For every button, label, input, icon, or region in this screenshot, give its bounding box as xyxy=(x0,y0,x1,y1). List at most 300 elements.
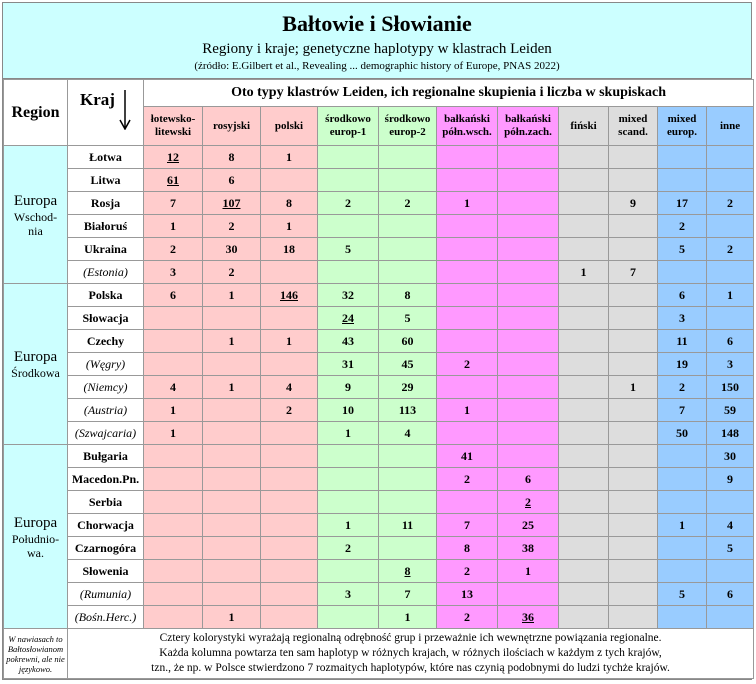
value-cell xyxy=(707,215,754,238)
value-cell: 146 xyxy=(261,284,318,307)
value-cell xyxy=(144,560,203,583)
page-title: Bałtowie i Słowianie xyxy=(282,11,472,36)
value-cell xyxy=(658,169,707,192)
value-cell: 4 xyxy=(379,422,437,445)
value-cell xyxy=(609,169,658,192)
value-cell xyxy=(658,537,707,560)
page-subtitle: Regiony i kraje; genetyczne haplotypy w klastrach Leiden xyxy=(202,41,552,57)
value-cell: 148 xyxy=(707,422,754,445)
value-cell xyxy=(498,422,559,445)
column-header-line2: europ-2 xyxy=(389,126,426,138)
value-cell xyxy=(559,606,609,629)
value-cell xyxy=(559,583,609,606)
value-cell: 1 xyxy=(379,606,437,629)
table-row xyxy=(4,330,754,353)
value-cell: 13 xyxy=(437,583,498,606)
value-cell xyxy=(498,192,559,215)
value-cell: 1 xyxy=(203,330,261,353)
value-cell: 2 xyxy=(379,192,437,215)
value-cell xyxy=(658,146,707,169)
value-cell xyxy=(609,537,658,560)
value-cell xyxy=(144,491,203,514)
value-cell: 2 xyxy=(437,353,498,376)
value-cell: 6 xyxy=(707,330,754,353)
value-cell: 2 xyxy=(203,215,261,238)
value-cell: 1 xyxy=(707,284,754,307)
value-cell xyxy=(318,468,379,491)
value-cell xyxy=(609,353,658,376)
value-cell: 1 xyxy=(318,422,379,445)
value-cell: 45 xyxy=(379,353,437,376)
country-cell: Chorwacja xyxy=(68,514,144,537)
value-cell: 8 xyxy=(261,192,318,215)
value-cell: 43 xyxy=(318,330,379,353)
country-cell: Łotwa xyxy=(68,146,144,169)
value-cell: 3 xyxy=(658,307,707,330)
column-header-line2: scand. xyxy=(618,126,648,138)
value-cell: 4 xyxy=(707,514,754,537)
value-cell: 3 xyxy=(318,583,379,606)
value-cell xyxy=(498,376,559,399)
value-cell xyxy=(609,284,658,307)
column-header xyxy=(707,107,754,146)
value-cell: 61 xyxy=(144,169,203,192)
kraj-header xyxy=(68,80,144,146)
value-cell: 18 xyxy=(261,238,318,261)
value-cell xyxy=(609,422,658,445)
value-cell xyxy=(498,146,559,169)
region-subname: wa. xyxy=(27,545,44,560)
value-cell: 4 xyxy=(144,376,203,399)
value-cell: 1 xyxy=(203,284,261,307)
value-cell: 31 xyxy=(318,353,379,376)
column-header-line1: bałkański xyxy=(444,113,490,125)
value-cell xyxy=(203,468,261,491)
value-cell xyxy=(498,307,559,330)
value-cell xyxy=(609,146,658,169)
column-header xyxy=(437,107,498,146)
column-header-line1: rosyjski xyxy=(212,119,251,132)
country-cell: Bułgaria xyxy=(68,445,144,468)
table-row xyxy=(4,606,754,629)
value-cell xyxy=(609,445,658,468)
value-cell: 107 xyxy=(203,192,261,215)
value-cell: 5 xyxy=(318,238,379,261)
value-cell: 5 xyxy=(707,537,754,560)
value-cell: 1 xyxy=(609,376,658,399)
country-cell: Polska xyxy=(68,284,144,307)
value-cell xyxy=(559,560,609,583)
value-cell xyxy=(379,146,437,169)
value-cell xyxy=(261,514,318,537)
country-cell: (Austria) xyxy=(68,399,144,422)
value-cell: 1 xyxy=(658,514,707,537)
value-cell xyxy=(437,238,498,261)
value-cell xyxy=(559,146,609,169)
value-cell xyxy=(559,330,609,353)
column-header-line2: europ-1 xyxy=(329,126,367,138)
value-cell xyxy=(437,307,498,330)
value-cell xyxy=(559,353,609,376)
region-name: Europa xyxy=(13,514,58,531)
value-cell: 3 xyxy=(144,261,203,284)
value-cell xyxy=(609,560,658,583)
table-row xyxy=(4,376,754,399)
value-cell: 36 xyxy=(498,606,559,629)
value-cell xyxy=(498,169,559,192)
value-cell xyxy=(559,537,609,560)
country-cell: Czechy xyxy=(68,330,144,353)
value-cell: 2 xyxy=(203,261,261,284)
column-header-line1: łotewsko- xyxy=(150,113,196,125)
country-cell: (Niemcy) xyxy=(68,376,144,399)
value-cell xyxy=(609,606,658,629)
value-cell: 9 xyxy=(318,376,379,399)
table-row xyxy=(4,238,754,261)
table-row xyxy=(4,491,754,514)
region-subname: Wschod- xyxy=(13,209,58,224)
value-cell: 7 xyxy=(379,583,437,606)
value-cell: 30 xyxy=(707,445,754,468)
country-cell: (Bośn.Herc.) xyxy=(68,606,144,629)
value-cell: 3 xyxy=(707,353,754,376)
value-cell: 2 xyxy=(318,192,379,215)
country-cell: (Rumunia) xyxy=(68,583,144,606)
value-cell xyxy=(203,537,261,560)
header xyxy=(3,3,751,79)
column-header xyxy=(379,107,437,146)
value-cell xyxy=(203,514,261,537)
value-cell: 2 xyxy=(658,376,707,399)
country-cell: Słowenia xyxy=(68,560,144,583)
value-cell xyxy=(609,399,658,422)
value-cell: 41 xyxy=(437,445,498,468)
column-header-line1: fiński xyxy=(570,119,597,132)
value-cell xyxy=(261,606,318,629)
footnote-left: W nawiasach to Bałtosłowianom pokrewni, ale nie językowo. xyxy=(4,629,68,679)
footnote-line: Każda kolumna powtarza ten sam haplotyp w różnych krajach, w różnych ilościach w każdym z tych krajów, xyxy=(159,647,662,659)
table-row xyxy=(4,468,754,491)
region-subname: Południo- xyxy=(11,531,60,546)
region-name: Europa xyxy=(13,192,58,209)
value-cell xyxy=(559,307,609,330)
column-header-line2: półn.zach. xyxy=(504,126,552,138)
region-subname: nia xyxy=(28,223,43,238)
value-cell xyxy=(498,445,559,468)
value-cell xyxy=(379,468,437,491)
value-cell xyxy=(437,261,498,284)
value-cell: 2 xyxy=(144,238,203,261)
value-cell xyxy=(559,422,609,445)
value-cell: 2 xyxy=(437,468,498,491)
value-cell xyxy=(707,491,754,514)
value-cell: 1 xyxy=(261,146,318,169)
footnote-line: Cztery kolorystyki wyrażają regionalną odrębność grup i przeważnie ich wewnętrzne powiązania regionalne. xyxy=(159,632,662,644)
country-cell: Rosja xyxy=(68,192,144,215)
source-note: (źródło: E.Gilbert et al., Revealing ... demographic history of Europe, PNAS 2022) xyxy=(194,60,560,72)
value-cell: 2 xyxy=(318,537,379,560)
value-cell xyxy=(559,514,609,537)
value-cell xyxy=(658,560,707,583)
value-cell xyxy=(498,261,559,284)
value-cell xyxy=(379,445,437,468)
value-cell xyxy=(261,537,318,560)
value-cell xyxy=(203,353,261,376)
table-row xyxy=(4,422,754,445)
value-cell: 1 xyxy=(261,330,318,353)
value-cell: 5 xyxy=(379,307,437,330)
country-cell: Białoruś xyxy=(68,215,144,238)
table-row xyxy=(4,353,754,376)
value-cell xyxy=(144,514,203,537)
value-cell xyxy=(498,353,559,376)
table-row xyxy=(4,514,754,537)
value-cell xyxy=(498,330,559,353)
value-cell xyxy=(658,445,707,468)
value-cell xyxy=(437,215,498,238)
value-cell xyxy=(318,146,379,169)
value-cell: 2 xyxy=(707,238,754,261)
value-cell xyxy=(498,284,559,307)
value-cell xyxy=(559,169,609,192)
column-header-line2: półn.wsch. xyxy=(442,126,492,138)
column-header-line2: litewski xyxy=(154,126,192,138)
value-cell xyxy=(261,353,318,376)
value-cell xyxy=(437,330,498,353)
value-cell: 5 xyxy=(658,238,707,261)
value-cell: 8 xyxy=(379,560,437,583)
column-header-line1: inne xyxy=(719,119,741,132)
value-cell: 7 xyxy=(609,261,658,284)
value-cell: 1 xyxy=(144,399,203,422)
value-cell xyxy=(707,307,754,330)
haplotype-table xyxy=(3,79,754,679)
value-cell xyxy=(498,238,559,261)
value-cell xyxy=(707,560,754,583)
value-cell: 12 xyxy=(144,146,203,169)
value-cell xyxy=(559,215,609,238)
value-cell xyxy=(707,169,754,192)
value-cell: 2 xyxy=(261,399,318,422)
country-cell: Czarnogóra xyxy=(68,537,144,560)
value-cell xyxy=(609,215,658,238)
value-cell: 25 xyxy=(498,514,559,537)
value-cell xyxy=(261,468,318,491)
value-cell xyxy=(144,307,203,330)
country-cell: Słowacja xyxy=(68,307,144,330)
value-cell xyxy=(261,491,318,514)
value-cell xyxy=(203,560,261,583)
region-name: Europa xyxy=(13,349,58,365)
value-cell xyxy=(559,491,609,514)
value-cell: 8 xyxy=(437,537,498,560)
value-cell: 6 xyxy=(707,583,754,606)
value-cell xyxy=(609,491,658,514)
column-header xyxy=(144,107,203,146)
value-cell xyxy=(609,514,658,537)
value-cell xyxy=(379,215,437,238)
value-cell xyxy=(559,445,609,468)
table-row xyxy=(4,192,754,215)
value-cell xyxy=(559,399,609,422)
value-cell xyxy=(559,376,609,399)
value-cell xyxy=(609,583,658,606)
column-header xyxy=(261,107,318,146)
value-cell xyxy=(144,583,203,606)
value-cell: 2 xyxy=(437,606,498,629)
value-cell xyxy=(379,537,437,560)
value-cell xyxy=(318,491,379,514)
value-cell xyxy=(379,491,437,514)
value-cell xyxy=(203,399,261,422)
value-cell xyxy=(144,606,203,629)
table-row xyxy=(4,146,754,169)
value-cell xyxy=(437,376,498,399)
arrow-down-icon xyxy=(119,90,131,135)
clusters-header: Oto typy klastrów Leiden, ich regionalne skupienia i liczba w skupiskach xyxy=(144,80,754,107)
value-cell: 113 xyxy=(379,399,437,422)
value-cell xyxy=(318,560,379,583)
table-row xyxy=(4,445,754,468)
country-cell: Serbia xyxy=(68,491,144,514)
table-row xyxy=(4,537,754,560)
value-cell xyxy=(609,307,658,330)
value-cell: 1 xyxy=(318,514,379,537)
footnote-row xyxy=(4,629,754,679)
value-cell xyxy=(261,560,318,583)
value-cell: 11 xyxy=(658,330,707,353)
value-cell: 1 xyxy=(261,215,318,238)
table-row xyxy=(4,583,754,606)
value-cell xyxy=(379,169,437,192)
value-cell: 10 xyxy=(318,399,379,422)
value-cell xyxy=(379,261,437,284)
value-cell: 7 xyxy=(658,399,707,422)
country-cell: Ukraina xyxy=(68,238,144,261)
table-row xyxy=(4,169,754,192)
country-cell: (Estonia) xyxy=(68,261,144,284)
value-cell xyxy=(144,445,203,468)
value-cell xyxy=(144,353,203,376)
column-header-line2: europ. xyxy=(666,126,698,138)
region-cell xyxy=(4,146,68,284)
value-cell xyxy=(498,215,559,238)
value-cell xyxy=(609,468,658,491)
value-cell: 1 xyxy=(437,192,498,215)
value-cell xyxy=(203,307,261,330)
footnote-text xyxy=(68,629,754,679)
footnote-line: tzn., że np. w Polsce stwierdzono 7 rozmaitych haplotypów, które nas czynią podobnymi do ludzi tychże krajów. xyxy=(151,662,670,674)
value-cell xyxy=(261,169,318,192)
value-cell: 5 xyxy=(658,583,707,606)
value-cell xyxy=(261,583,318,606)
kraj-header-label: Kraj xyxy=(80,90,115,109)
value-cell: 30 xyxy=(203,238,261,261)
value-cell xyxy=(707,261,754,284)
value-cell xyxy=(203,491,261,514)
value-cell: 59 xyxy=(707,399,754,422)
value-cell xyxy=(203,422,261,445)
value-cell xyxy=(261,422,318,445)
value-cell xyxy=(318,606,379,629)
value-cell: 6 xyxy=(498,468,559,491)
value-cell: 6 xyxy=(144,284,203,307)
table-row xyxy=(4,215,754,238)
value-cell: 24 xyxy=(318,307,379,330)
value-cell: 7 xyxy=(144,192,203,215)
country-cell: Macedon.Pn. xyxy=(68,468,144,491)
value-cell: 9 xyxy=(707,468,754,491)
value-cell xyxy=(144,330,203,353)
value-cell xyxy=(559,284,609,307)
table-row xyxy=(4,261,754,284)
value-cell: 1 xyxy=(559,261,609,284)
value-cell: 9 xyxy=(609,192,658,215)
value-cell xyxy=(609,330,658,353)
value-cell xyxy=(203,445,261,468)
value-cell xyxy=(379,238,437,261)
country-cell: Litwa xyxy=(68,169,144,192)
value-cell xyxy=(707,146,754,169)
country-cell: (Węgry) xyxy=(68,353,144,376)
value-cell xyxy=(437,146,498,169)
value-cell: 1 xyxy=(203,606,261,629)
column-header xyxy=(658,107,707,146)
value-cell: 1 xyxy=(437,399,498,422)
value-cell xyxy=(498,583,559,606)
column-header xyxy=(609,107,658,146)
column-header-line1: środkowo xyxy=(325,113,371,125)
value-cell: 8 xyxy=(203,146,261,169)
value-cell xyxy=(559,238,609,261)
value-cell: 2 xyxy=(707,192,754,215)
value-cell: 29 xyxy=(379,376,437,399)
column-header-line1: polski xyxy=(274,119,304,132)
column-header-line1: bałkański xyxy=(505,113,551,125)
value-cell: 2 xyxy=(658,215,707,238)
value-cell: 11 xyxy=(379,514,437,537)
value-cell: 2 xyxy=(498,491,559,514)
region-subname: Środkowa xyxy=(11,366,60,380)
country-cell: (Szwajcaria) xyxy=(68,422,144,445)
value-cell xyxy=(658,491,707,514)
value-cell: 6 xyxy=(203,169,261,192)
value-cell xyxy=(318,261,379,284)
value-cell: 32 xyxy=(318,284,379,307)
value-cell: 1 xyxy=(144,215,203,238)
value-cell xyxy=(609,238,658,261)
value-cell xyxy=(437,491,498,514)
value-cell: 2 xyxy=(437,560,498,583)
value-cell: 8 xyxy=(379,284,437,307)
column-header-line1: mixed xyxy=(618,113,648,125)
value-cell: 150 xyxy=(707,376,754,399)
column-header xyxy=(318,107,379,146)
table-row xyxy=(4,307,754,330)
value-cell xyxy=(658,606,707,629)
value-cell xyxy=(318,169,379,192)
column-header xyxy=(559,107,609,146)
value-cell xyxy=(658,468,707,491)
table-row xyxy=(4,399,754,422)
value-cell: 1 xyxy=(203,376,261,399)
value-cell: 4 xyxy=(261,376,318,399)
value-cell xyxy=(707,606,754,629)
value-cell xyxy=(261,307,318,330)
value-cell: 60 xyxy=(379,330,437,353)
value-cell xyxy=(658,261,707,284)
region-header: Region xyxy=(4,80,68,146)
